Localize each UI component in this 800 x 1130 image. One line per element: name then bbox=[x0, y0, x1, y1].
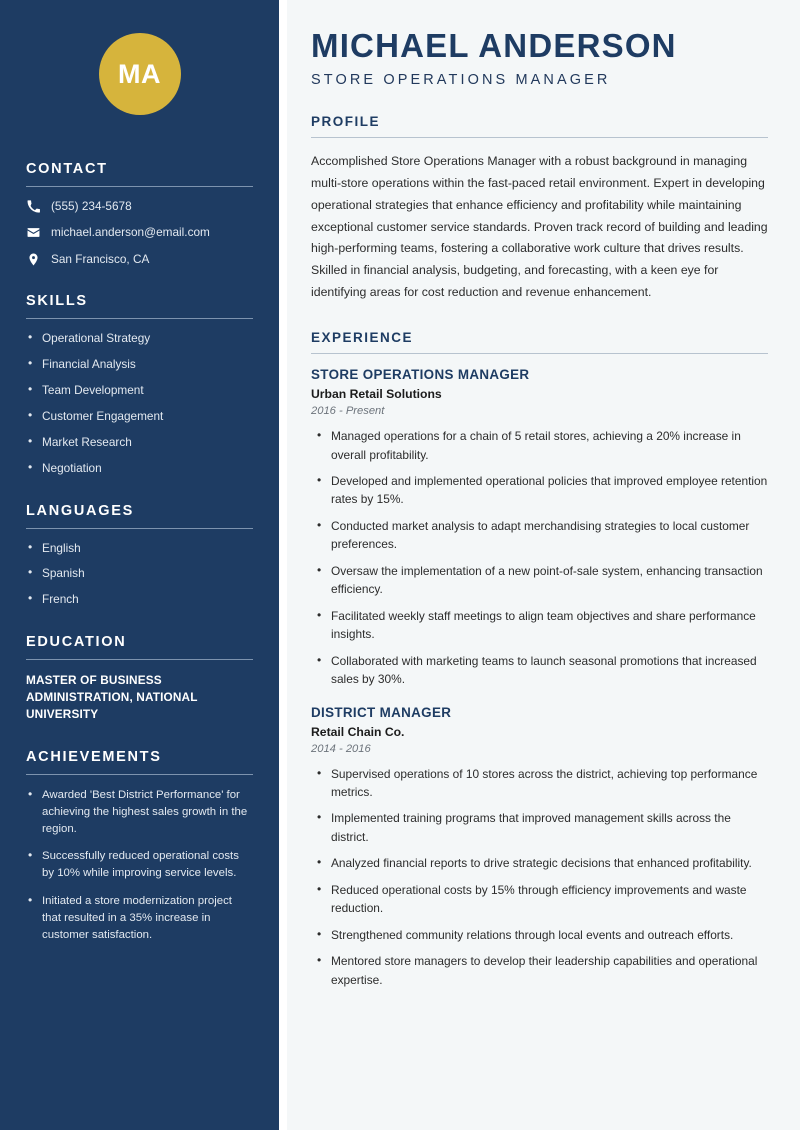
section-title-profile: PROFILE bbox=[311, 113, 381, 129]
contact-value-phone: (555) 234-5678 bbox=[51, 199, 132, 213]
section-experience bbox=[311, 330, 768, 989]
list-item: • Initiated a store modernization project that resulted in a 35% increase in customer satisfaction. bbox=[26, 893, 253, 944]
list-item: • Market Research bbox=[26, 435, 253, 451]
page-title: MICHAEL ANDERSON bbox=[311, 27, 677, 64]
divider bbox=[311, 353, 768, 354]
sidebar-section-skills bbox=[0, 293, 279, 477]
experience-dates: 2014 - 2016 bbox=[311, 742, 371, 755]
list-item: • Strengthened community relations through local events and outreach efforts. bbox=[311, 926, 768, 944]
list-item: • Conducted market analysis to adapt merchandising strategies to local customer preferences. bbox=[311, 517, 768, 554]
list-item: • English bbox=[26, 541, 253, 557]
experience-bullets bbox=[311, 765, 768, 990]
achievements-list bbox=[26, 787, 253, 944]
divider bbox=[26, 318, 253, 319]
list-item: • Facilitated weekly staff meetings to align team objectives and share performance insights. bbox=[311, 607, 768, 644]
contact-item-phone[interactable] bbox=[26, 199, 253, 214]
list-item: • Customer Engagement bbox=[26, 409, 253, 425]
avatar-container bbox=[0, 0, 279, 125]
contact-value-email: michael.anderson@email.com bbox=[51, 225, 210, 240]
phone-icon bbox=[26, 200, 40, 214]
experience-entry bbox=[311, 705, 768, 990]
list-item: • Implemented training programs that improved management skills across the district. bbox=[311, 809, 768, 846]
experience-job-title: DISTRICT MANAGER bbox=[311, 704, 452, 720]
sidebar-section-achievements bbox=[0, 749, 279, 944]
envelope-icon bbox=[26, 226, 40, 240]
main-content bbox=[287, 0, 800, 1130]
experience-job-title: STORE OPERATIONS MANAGER bbox=[311, 367, 530, 383]
contact-item-email[interactable] bbox=[26, 225, 253, 240]
contact-item-location[interactable] bbox=[26, 252, 253, 267]
divider bbox=[26, 774, 253, 775]
contact-value-location: San Francisco, CA bbox=[51, 251, 150, 266]
list-item: • Analyzed financial reports to drive strategic decisions that enhanced profitability. bbox=[311, 854, 768, 872]
list-item: • Spanish bbox=[26, 566, 253, 582]
sidebar-section-contact bbox=[0, 161, 279, 267]
sidebar bbox=[0, 0, 279, 1130]
sidebar-section-title-contact: CONTACT bbox=[26, 161, 108, 177]
list-item: • Developed and implemented operational policies that improved employee retention rates by 15%. bbox=[311, 472, 768, 509]
list-item: • Financial Analysis bbox=[26, 357, 253, 373]
list-item: • French bbox=[26, 592, 253, 608]
section-title-experience: EXPERIENCE bbox=[311, 330, 414, 346]
list-item: • Mentored store managers to develop their leadership capabilities and operational expertise. bbox=[311, 952, 768, 989]
section-profile bbox=[311, 114, 768, 304]
profile-text: Accomplished Store Operations Manager with a robust background in managing multi-store operations within the fast-paced retail environment. Expert in developing operational strategies that enhance efficiency and profitability while maintaining exceptional customer service standards. Proven track record of building and leading high-performing teams, fostering a collaborative work culture that drives results. Skilled in financial analysis, budgeting, and forecasting, with a keen eye for identifying areas for cost reduction and revenue enhancement. bbox=[311, 153, 768, 300]
list-item: • Successfully reduced operational costs by 10% while improving service levels. bbox=[26, 848, 253, 882]
avatar: MA bbox=[99, 33, 181, 115]
list-item: • Awarded 'Best District Performance' for achieving the highest sales growth in the region. bbox=[26, 787, 253, 838]
skills-list bbox=[26, 331, 253, 477]
divider bbox=[311, 137, 768, 138]
list-item: • Negotiation bbox=[26, 461, 253, 477]
sidebar-section-title-achievements: ACHIEVEMENTS bbox=[26, 748, 162, 765]
sidebar-section-education bbox=[0, 634, 279, 723]
education-item: MASTER OF BUSINESS ADMINISTRATION, NATIONAL UNIVERSITY bbox=[26, 672, 198, 721]
experience-dates: 2016 - Present bbox=[311, 405, 385, 418]
sidebar-section-languages bbox=[0, 503, 279, 608]
sidebar-section-title-education: EDUCATION bbox=[26, 633, 127, 650]
list-item: • Oversaw the implementation of a new point-of-sale system, enhancing transaction efficiency. bbox=[311, 562, 768, 599]
list-item: • Team Development bbox=[26, 383, 253, 399]
list-item: • Collaborated with marketing teams to launch seasonal promotions that increased sales by 30%. bbox=[311, 652, 768, 689]
experience-company: Retail Chain Co. bbox=[311, 724, 405, 739]
list-item: • Supervised operations of 10 stores across the district, achieving top performance metrics. bbox=[311, 765, 768, 802]
list-item: • Operational Strategy bbox=[26, 331, 253, 347]
job-role-subtitle: STORE OPERATIONS MANAGER bbox=[311, 71, 611, 88]
experience-bullets bbox=[311, 427, 768, 688]
divider bbox=[26, 528, 253, 529]
experience-company: Urban Retail Solutions bbox=[311, 387, 442, 402]
divider bbox=[26, 186, 253, 187]
experience-entry bbox=[311, 367, 768, 688]
sidebar-section-title-languages: LANGUAGES bbox=[26, 502, 134, 519]
languages-list bbox=[26, 541, 253, 608]
list-item: • Managed operations for a chain of 5 retail stores, achieving a 20% increase in overall profitability. bbox=[311, 427, 768, 464]
list-item: • Reduced operational costs by 15% through efficiency improvements and waste reduction. bbox=[311, 881, 768, 918]
divider bbox=[26, 659, 253, 660]
column-gap bbox=[279, 0, 287, 1130]
location-pin-icon bbox=[26, 252, 40, 266]
sidebar-section-title-skills: SKILLS bbox=[26, 292, 88, 309]
